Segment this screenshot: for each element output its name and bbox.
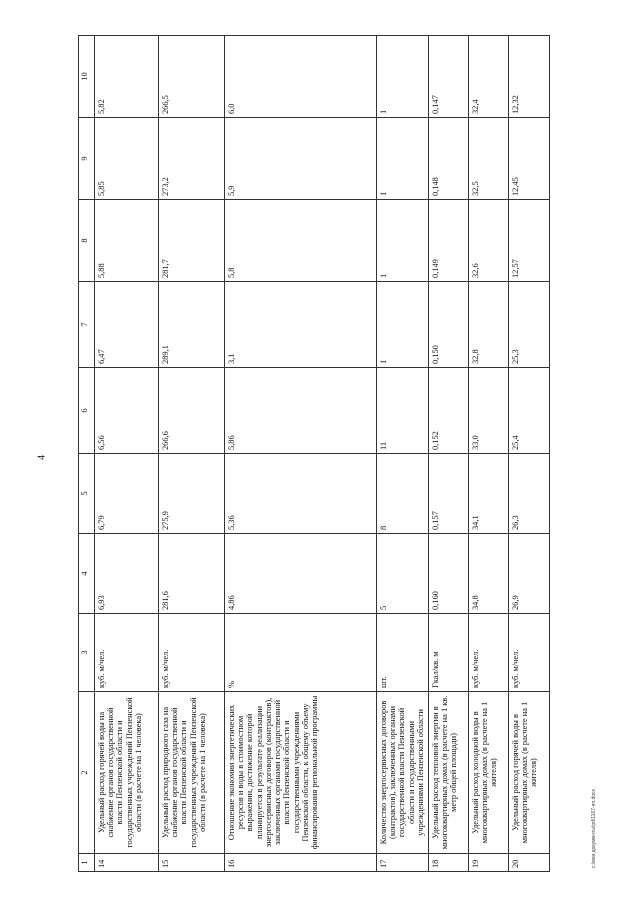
row-description: Количество энергосервисных договоров (контрактов), заключенных органами государственной власти Пензенской области и государственными учреждениями Пензенской области bbox=[377, 692, 429, 854]
row-unit: % bbox=[225, 614, 377, 692]
value-cell: 0,160 bbox=[429, 534, 469, 614]
value-cell: 6,0 bbox=[225, 36, 377, 118]
value-cell: 12,32 bbox=[509, 36, 550, 118]
row-unit: шт. bbox=[377, 614, 429, 692]
header-cell: 8 bbox=[79, 200, 95, 282]
value-cell: 32,4 bbox=[469, 36, 509, 118]
value-cell: 6,93 bbox=[95, 534, 159, 614]
row-description: Удельный расход горячей воды на снабжение органов государственной власти Пензенской области и государственных учреждений Пензенской области (в расчете на 1 человека) bbox=[95, 692, 159, 854]
page-number: 4 bbox=[36, 455, 48, 460]
value-cell: 5,85 bbox=[95, 118, 159, 200]
value-cell: 11 bbox=[377, 368, 429, 454]
row-description: Удельный расход тепловой энергии в многоквартирных домах (в расчете на 1 кв. метр общей площади) bbox=[429, 692, 469, 854]
value-cell: 12,57 bbox=[509, 200, 550, 282]
row-number: 20 bbox=[509, 854, 550, 872]
value-cell: 275,9 bbox=[159, 454, 225, 534]
value-cell: 0,147 bbox=[429, 36, 469, 118]
value-cell: 34,1 bbox=[469, 454, 509, 534]
row-description: Удельный расход горячей воды в многоквартирных домах (в расчете на 1 жителя) bbox=[509, 692, 550, 854]
table-row bbox=[429, 36, 469, 872]
table-row bbox=[225, 36, 377, 872]
value-cell: 6,79 bbox=[95, 454, 159, 534]
value-cell: 0,152 bbox=[429, 368, 469, 454]
value-cell: 6,47 bbox=[95, 282, 159, 368]
header-cell: 10 bbox=[79, 36, 95, 118]
value-cell: 5,9 bbox=[225, 118, 377, 200]
row-unit: куб. м/чел. bbox=[159, 614, 225, 692]
value-cell: 4,86 bbox=[225, 534, 377, 614]
value-cell: 3,1 bbox=[225, 282, 377, 368]
value-cell: 1 bbox=[377, 118, 429, 200]
value-cell: 266,5 bbox=[159, 36, 225, 118]
value-cell: 289,1 bbox=[159, 282, 225, 368]
value-cell: 32,8 bbox=[469, 282, 509, 368]
row-description: Отношение экономии энергетических ресурсов и воды в стоимостном выражении, достижение которой планируется в результате реализации энергосервисных договоров (контрактов), заключенных органами государственной власти Пензенской области и государственными учреждениями Пензенской области, к общему объему финансирования региональной программы bbox=[225, 692, 377, 854]
row-number: 14 bbox=[95, 854, 159, 872]
row-unit: куб. м/чел. bbox=[469, 614, 509, 692]
row-number: 16 bbox=[225, 854, 377, 872]
row-number: 18 bbox=[429, 854, 469, 872]
header-cell: 4 bbox=[79, 534, 95, 614]
table-row bbox=[509, 36, 550, 872]
value-cell: 0,149 bbox=[429, 200, 469, 282]
value-cell: 273,2 bbox=[159, 118, 225, 200]
header-cell: 5 bbox=[79, 454, 95, 534]
row-description: Удельный расход природного газа на снабжение органов государственной власти Пензенской области и государственных учреждений Пензенской области (в расчете на 1 человека) bbox=[159, 692, 225, 854]
table-row bbox=[95, 36, 159, 872]
rotated-table-wrapper bbox=[78, 36, 546, 872]
row-unit: куб. м/чел. bbox=[95, 614, 159, 692]
value-cell: 33,0 bbox=[469, 368, 509, 454]
value-cell: 5,82 bbox=[95, 36, 159, 118]
table-row bbox=[377, 36, 429, 872]
row-number: 19 bbox=[469, 854, 509, 872]
value-cell: 6,56 bbox=[95, 368, 159, 454]
row-number: 15 bbox=[159, 854, 225, 872]
row-unit: куб. м/чел. bbox=[509, 614, 550, 692]
header-cell: 3 bbox=[79, 614, 95, 692]
value-cell: 1 bbox=[377, 36, 429, 118]
value-cell: 32,5 bbox=[469, 118, 509, 200]
value-cell: 26,9 bbox=[509, 534, 550, 614]
value-cell: 0,150 bbox=[429, 282, 469, 368]
header-cell: 6 bbox=[79, 368, 95, 454]
value-cell: 32,6 bbox=[469, 200, 509, 282]
header-cell: 7 bbox=[79, 282, 95, 368]
value-cell: 26,3 bbox=[509, 454, 550, 534]
value-cell: 5,36 bbox=[225, 454, 377, 534]
header-cell: 9 bbox=[79, 118, 95, 200]
value-cell: 266,6 bbox=[159, 368, 225, 454]
value-cell: 0,157 bbox=[429, 454, 469, 534]
header-cell: 2 bbox=[79, 692, 95, 854]
file-path-footer: c:\мои документы\pd\1167-пп.docx bbox=[591, 788, 597, 868]
indicator-table bbox=[78, 35, 550, 872]
value-cell: 1 bbox=[377, 200, 429, 282]
value-cell: 25,3 bbox=[509, 282, 550, 368]
value-cell: 5,88 bbox=[95, 200, 159, 282]
value-cell: 0,148 bbox=[429, 118, 469, 200]
value-cell: 281,7 bbox=[159, 200, 225, 282]
value-cell: 8 bbox=[377, 454, 429, 534]
value-cell: 5 bbox=[377, 534, 429, 614]
value-cell: 5,86 bbox=[225, 368, 377, 454]
header-row bbox=[79, 36, 95, 872]
header-cell: 1 bbox=[79, 854, 95, 872]
row-unit: Гкал/кв. м bbox=[429, 614, 469, 692]
value-cell: 281,6 bbox=[159, 534, 225, 614]
value-cell: 34,8 bbox=[469, 534, 509, 614]
table-row bbox=[469, 36, 509, 872]
value-cell: 1 bbox=[377, 282, 429, 368]
row-description: Удельный расход холодной воды в многоквартирных домах (в расчете на 1 жителя) bbox=[469, 692, 509, 854]
value-cell: 5,8 bbox=[225, 200, 377, 282]
value-cell: 25,4 bbox=[509, 368, 550, 454]
row-number: 17 bbox=[377, 854, 429, 872]
value-cell: 12,45 bbox=[509, 118, 550, 200]
table-row bbox=[159, 36, 225, 872]
